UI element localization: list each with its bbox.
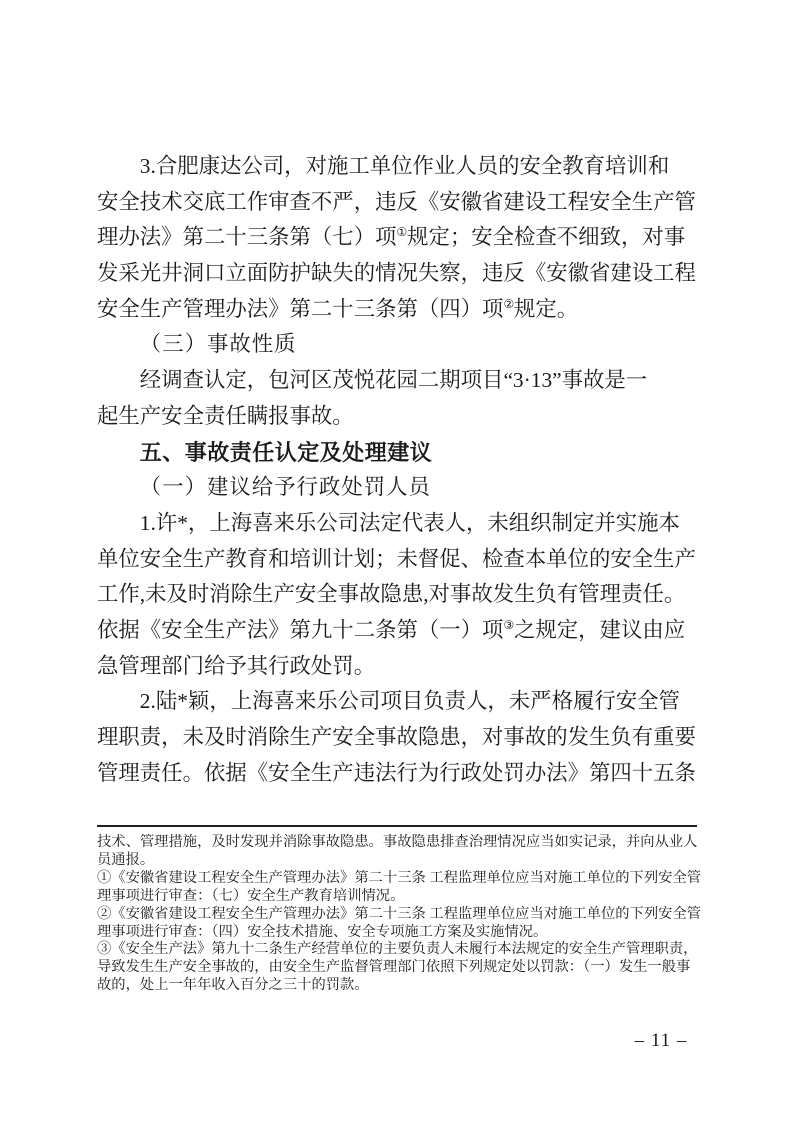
footnote-line: 技术、管理措施，及时发现并消除事故隐患。事故隐患排查治理情况应当如实记录，并向从业人	[97, 834, 698, 850]
footnote-ref-icon: ②	[503, 297, 514, 311]
footnote-line: 导致发生生产安全事故的，由安全生产监督管理部门依照下列规定处以罚款：（一）发生一般事	[97, 959, 691, 976]
body-line: 1.许*，上海喜来乐公司法定代表人，未组织制定并实施本	[139, 510, 680, 535]
footnotes	[97, 834, 702, 995]
body-line: 理职责，未及时消除生产安全事故隐患，对事故的发生负有重要	[97, 725, 696, 749]
footnote-line: 理事项进行审查：（四）安全技术措施、安全专项施工方案及实施情况。	[97, 923, 548, 940]
footnote-ref-icon: ①	[396, 226, 408, 240]
sub-heading: （三）事故性质	[139, 332, 297, 357]
sub-heading: （一）建议给予行政处罚人员	[139, 475, 431, 500]
body-line: 起生产安全责任瞒报事故。	[97, 403, 354, 428]
footnote-line: 理事项进行审查：（七）安全生产教育培训情况。	[97, 887, 405, 904]
body-line: 发采光井洞口立面防护缺失的情况失察，违反《安徽省建设工程	[97, 261, 696, 286]
body-line: 3.合肥康达公司，对施工单位作业人员的安全教育培训和	[139, 154, 670, 178]
body-line: 安全技术交底工作审查不严，违反《安徽省建设工程安全生产管	[97, 189, 696, 214]
body-line: 工作,未及时消除生产安全事故隐患,对事故发生负有管理责任。	[97, 582, 686, 607]
footnote-line: ①《安徽省建设工程安全生产管理办法》第二十三条 工程监理单位应当对施工单位的下列安全管	[97, 869, 702, 886]
body-line: 单位安全生产教育和培训计划；未督促、检查本单位的安全生产	[97, 546, 696, 571]
footnote-line: ③《安全生产法》第九十二条生产经营单位的主要负责人未履行本法规定的安全生产管理职责，	[97, 941, 698, 958]
footnote-separator	[97, 825, 697, 827]
body-line: 管理责任。依据《安全生产违法行为行政处罚办法》第四十五条	[97, 760, 696, 785]
body-line: 2.陆*颖，上海喜来乐公司项目负责人，未严格履行安全管	[139, 689, 680, 714]
body-line: 急管理部门给予其行政处罚。	[97, 653, 376, 678]
body-line: 安全生产管理办法》第二十三条第（四）项②规定。	[97, 296, 579, 321]
body-line: 依据《安全生产法》第九十二条第（一）项③之规定，建议由应	[97, 617, 686, 642]
section-heading: 五、事故责任认定及处理建议	[139, 439, 433, 465]
footnote-ref-icon: ③	[503, 618, 514, 632]
report-body	[97, 149, 697, 791]
page-number: – 11 –	[634, 1030, 688, 1051]
footnote-line: ②《安徽省建设工程安全生产管理办法》第二十三条 工程监理单位应当对施工单位的下列安全管	[97, 905, 702, 922]
body-line: 理办法》第二十三条第（七）项①规定；安全检查不细致，对事	[97, 225, 686, 250]
footnote-line: 员通报。	[97, 851, 155, 868]
footnote-line: 故的，处上一年年收入百分之三十的罚款。	[97, 977, 369, 994]
body-line: 经调查认定，包河区茂悦花园二期项目“3·13”事故是一	[139, 368, 648, 393]
